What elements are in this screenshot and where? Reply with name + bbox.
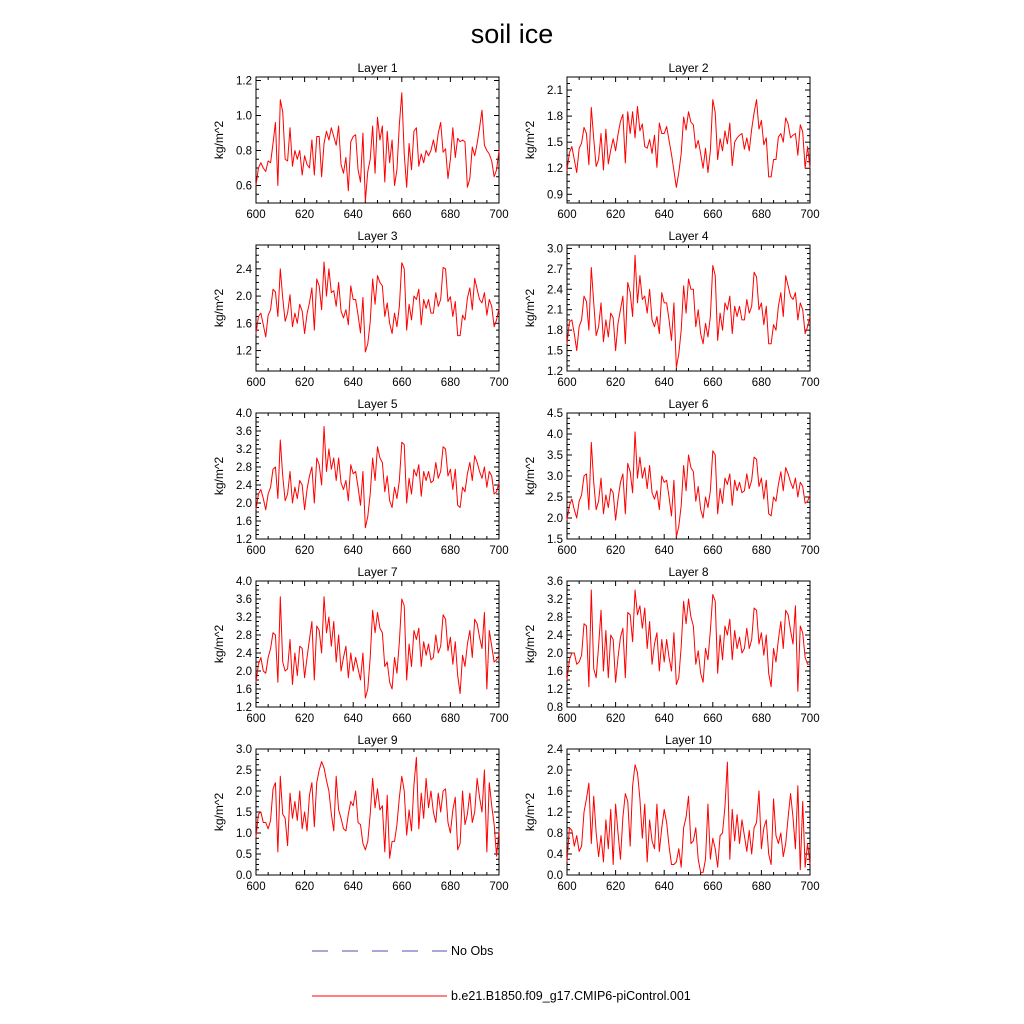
series-line	[256, 427, 499, 528]
x-tick-label: 660	[703, 713, 723, 725]
plot-frame	[567, 413, 810, 539]
y-tick-label: 0.0	[547, 870, 563, 882]
x-tick-label: 600	[246, 209, 266, 221]
x-tick-label: 700	[489, 881, 509, 893]
y-tick-label: 2.4	[547, 744, 563, 756]
y-tick-label: 3.2	[236, 444, 252, 456]
y-tick-label: 0.8	[547, 702, 563, 714]
y-tick-label: 1.5	[236, 807, 252, 819]
y-tick-label: 2.1	[547, 85, 563, 98]
series-line	[256, 93, 499, 202]
legend-label-model-run: b.e21.B1850.f09_g17.CMIP6-piControl.001	[451, 989, 691, 1003]
y-tick-label: 2.1	[547, 304, 563, 317]
y-tick-label: 1.2	[236, 345, 252, 358]
x-tick-label: 660	[703, 881, 723, 893]
y-axis-label: kg/m^2	[212, 624, 226, 664]
y-tick-label: 2.0	[547, 765, 563, 777]
x-tick-label: 660	[703, 377, 723, 389]
x-tick-label: 680	[751, 881, 771, 893]
x-tick-label: 680	[751, 545, 771, 557]
panel-title: Layer 3	[357, 229, 398, 243]
y-axis-label: kg/m^2	[523, 624, 537, 664]
y-tick-label: 2.4	[547, 284, 563, 297]
y-tick-label: 0.6	[236, 180, 252, 193]
x-tick-label: 640	[654, 881, 674, 893]
y-axis-label: kg/m^2	[523, 456, 537, 496]
x-tick-label: 620	[606, 209, 626, 221]
x-tick-label: 620	[606, 881, 626, 893]
y-tick-label: 2.0	[236, 498, 252, 510]
x-tick-label: 620	[295, 713, 315, 725]
y-tick-label: 1.8	[547, 111, 563, 124]
x-tick-label: 640	[654, 545, 674, 557]
y-tick-label: 1.6	[547, 786, 563, 798]
y-tick-label: 1.6	[547, 666, 563, 678]
y-tick-label: 1.2	[236, 702, 252, 714]
x-tick-label: 640	[654, 209, 674, 221]
x-tick-label: 680	[751, 209, 771, 221]
panel-title: Layer 8	[668, 565, 709, 579]
y-tick-label: 0.9	[547, 189, 563, 202]
y-tick-label: 3.5	[547, 450, 563, 462]
panel-title: Layer 10	[665, 733, 712, 747]
y-tick-label: 2.0	[236, 666, 252, 678]
x-tick-label: 600	[557, 209, 577, 221]
x-tick-label: 600	[246, 377, 266, 389]
y-tick-label: 2.8	[236, 630, 252, 642]
panel-title: Layer 9	[357, 733, 398, 747]
y-tick-label: 3.0	[236, 744, 252, 756]
figure-title: soil ice	[470, 19, 554, 49]
x-tick-label: 680	[440, 881, 460, 893]
y-tick-label: 1.2	[236, 534, 252, 546]
panel-title: Layer 2	[668, 61, 709, 75]
y-tick-label: 1.2	[547, 366, 563, 378]
y-tick-label: 3.2	[547, 594, 563, 606]
x-tick-label: 600	[557, 377, 577, 389]
x-tick-label: 640	[654, 377, 674, 389]
y-tick-label: 2.0	[547, 648, 563, 660]
x-tick-label: 640	[654, 713, 674, 725]
y-tick-label: 1.5	[547, 137, 563, 150]
x-tick-label: 620	[295, 209, 315, 221]
y-tick-label: 2.4	[236, 648, 252, 660]
y-tick-label: 1.0	[236, 110, 252, 123]
y-tick-label: 0.5	[236, 849, 252, 861]
plot-frame	[567, 245, 810, 371]
x-tick-label: 700	[800, 713, 820, 725]
x-tick-label: 680	[440, 209, 460, 221]
x-tick-label: 640	[343, 545, 363, 557]
y-axis-label: kg/m^2	[523, 288, 537, 328]
x-tick-label: 600	[246, 713, 266, 725]
y-tick-label: 1.6	[236, 516, 252, 528]
x-tick-label: 700	[489, 713, 509, 725]
x-tick-label: 640	[343, 881, 363, 893]
y-tick-label: 0.4	[547, 849, 563, 861]
plot-frame	[256, 413, 499, 539]
panel-title: Layer 1	[357, 61, 398, 75]
x-tick-label: 600	[557, 545, 577, 557]
x-tick-label: 640	[343, 377, 363, 389]
plot-frame	[567, 77, 810, 203]
panel-layer-2	[523, 61, 820, 221]
series-line	[567, 432, 810, 537]
y-tick-label: 1.2	[547, 684, 563, 696]
x-tick-label: 660	[392, 545, 412, 557]
x-tick-label: 640	[343, 713, 363, 725]
y-axis-label: kg/m^2	[212, 456, 226, 496]
plot-frame	[256, 749, 499, 875]
y-tick-label: 1.5	[547, 534, 563, 546]
x-tick-label: 680	[440, 377, 460, 389]
y-tick-label: 4.0	[547, 429, 563, 441]
y-tick-label: 4.5	[547, 408, 563, 420]
y-tick-label: 1.5	[547, 345, 563, 358]
panel-title: Layer 4	[668, 229, 709, 243]
y-tick-label: 0.8	[236, 145, 252, 158]
x-tick-label: 600	[557, 881, 577, 893]
x-tick-label: 620	[295, 881, 315, 893]
y-tick-label: 0.8	[547, 828, 563, 840]
y-tick-label: 2.0	[547, 513, 563, 525]
y-tick-label: 4.0	[236, 576, 252, 588]
y-tick-label: 4.0	[236, 408, 252, 420]
x-tick-label: 680	[751, 377, 771, 389]
x-tick-label: 660	[392, 713, 412, 725]
x-tick-label: 620	[295, 545, 315, 557]
series-line	[256, 597, 499, 698]
panel-grid	[212, 61, 820, 893]
y-tick-label: 1.2	[547, 807, 563, 819]
x-tick-label: 700	[489, 377, 509, 389]
y-tick-label: 2.5	[547, 492, 563, 504]
x-tick-label: 600	[557, 713, 577, 725]
y-tick-label: 1.2	[547, 163, 563, 176]
y-axis-label: kg/m^2	[212, 288, 226, 328]
x-tick-label: 600	[246, 545, 266, 557]
series-line	[567, 100, 810, 188]
y-axis-label: kg/m^2	[523, 792, 537, 832]
panel-title: Layer 7	[357, 565, 398, 579]
x-tick-label: 680	[440, 545, 460, 557]
y-tick-label: 3.6	[236, 426, 252, 438]
y-tick-label: 3.0	[547, 243, 563, 256]
panel-layer-7	[212, 565, 509, 725]
x-tick-label: 700	[489, 209, 509, 221]
series-line	[256, 262, 499, 352]
x-tick-label: 680	[751, 713, 771, 725]
y-tick-label: 0.0	[236, 870, 252, 882]
y-tick-label: 2.7	[547, 263, 563, 276]
plot-frame	[256, 245, 499, 371]
y-tick-label: 3.0	[547, 471, 563, 483]
y-axis-label: kg/m^2	[523, 120, 537, 160]
panel-layer-4	[523, 229, 820, 389]
panel-layer-9	[212, 733, 509, 893]
y-tick-label: 2.0	[236, 786, 252, 798]
y-tick-label: 1.2	[236, 75, 252, 88]
y-tick-label: 2.0	[236, 291, 252, 304]
panel-layer-10	[523, 733, 820, 893]
panel-layer-6	[523, 397, 820, 557]
panel-layer-5	[212, 397, 509, 557]
panel-layer-3	[212, 229, 509, 389]
panel-layer-1	[212, 61, 509, 221]
y-tick-label: 2.4	[236, 480, 252, 492]
y-tick-label: 1.6	[236, 318, 252, 331]
x-tick-label: 700	[800, 545, 820, 557]
x-tick-label: 600	[246, 881, 266, 893]
series-line	[567, 255, 810, 367]
x-tick-label: 700	[800, 209, 820, 221]
x-tick-label: 700	[800, 377, 820, 389]
x-tick-label: 660	[703, 209, 723, 221]
y-tick-label: 1.0	[236, 828, 252, 840]
x-tick-label: 700	[489, 545, 509, 557]
panel-layer-8	[523, 565, 820, 725]
y-tick-label: 2.4	[236, 263, 252, 276]
y-tick-label: 2.5	[236, 765, 252, 777]
y-tick-label: 2.8	[236, 462, 252, 474]
y-tick-label: 1.8	[547, 325, 563, 338]
y-tick-label: 2.4	[547, 630, 563, 642]
x-tick-label: 620	[606, 713, 626, 725]
series-line	[567, 762, 810, 872]
panel-title: Layer 6	[668, 397, 709, 411]
x-tick-label: 660	[392, 377, 412, 389]
y-axis-label: kg/m^2	[212, 120, 226, 160]
x-tick-label: 660	[703, 545, 723, 557]
y-tick-label: 2.8	[547, 612, 563, 624]
x-tick-label: 660	[392, 881, 412, 893]
x-tick-label: 620	[295, 377, 315, 389]
x-tick-label: 640	[343, 209, 363, 221]
y-tick-label: 1.6	[236, 684, 252, 696]
series-line	[567, 590, 810, 691]
x-tick-label: 700	[800, 881, 820, 893]
y-axis-label: kg/m^2	[212, 792, 226, 832]
y-tick-label: 3.2	[236, 612, 252, 624]
x-tick-label: 620	[606, 377, 626, 389]
series-line	[256, 757, 499, 858]
x-tick-label: 680	[440, 713, 460, 725]
panel-title: Layer 5	[357, 397, 398, 411]
x-tick-label: 660	[392, 209, 412, 221]
y-tick-label: 3.6	[236, 594, 252, 606]
y-tick-label: 3.6	[547, 576, 563, 588]
legend	[312, 944, 691, 1003]
plot-frame	[256, 581, 499, 707]
legend-label-no-obs: No Obs	[451, 944, 494, 958]
x-tick-label: 620	[606, 545, 626, 557]
